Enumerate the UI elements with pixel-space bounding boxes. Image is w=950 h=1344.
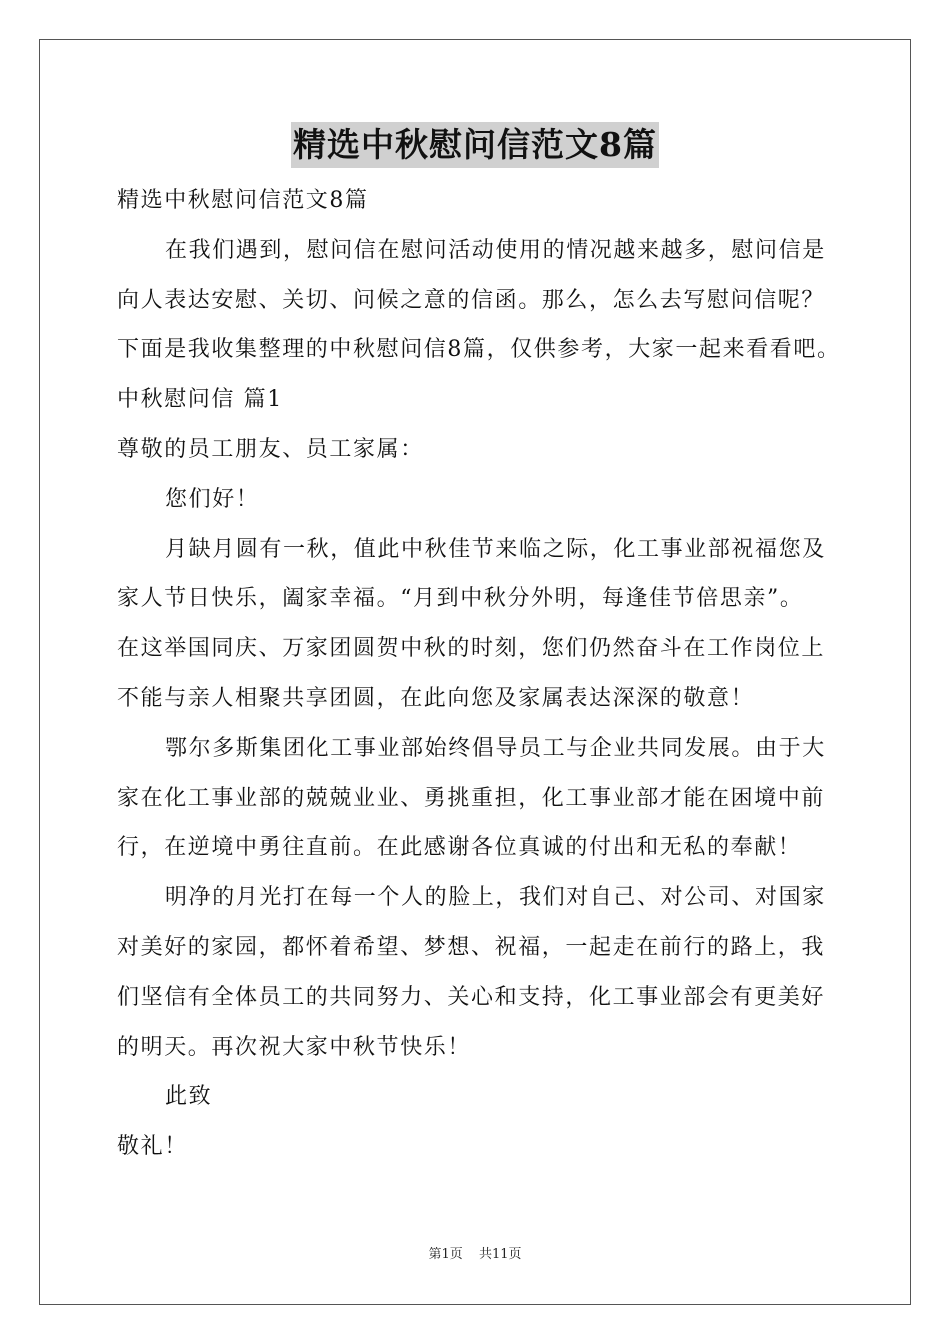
text-line: 们坚信有全体员工的共同努力、关心和支持，化工事业部会有更美好	[117, 984, 826, 1010]
page-number: 第1页	[428, 1247, 463, 1262]
text-line: 此致	[165, 1084, 213, 1110]
text-line: 尊敬的员工朋友、员工家属：	[117, 436, 424, 462]
text-line: 家在化工事业部的兢兢业业、勇挑重担，化工事业部才能在困境中前	[117, 785, 826, 811]
page-total: 共11页	[478, 1247, 522, 1262]
text-line: 家人节日快乐，阖家幸福。“月到中秋分外明，每逢佳节倍思亲”。	[117, 586, 804, 612]
text-line: 不能与亲人相聚共享团圆，在此向您及家属表达深深的敬意！	[117, 685, 755, 711]
text-line: 您们好！	[165, 486, 260, 512]
text-line: 行，在逆境中勇往直前。在此感谢各位真诚的付出和无私的奉献！	[117, 835, 802, 861]
text-line: 精选中秋慰问信范文8篇	[117, 188, 369, 213]
document-title	[0, 122, 950, 170]
text-line: 月缺月圆有一秋，值此中秋佳节来临之际，化工事业部祝福您及	[165, 536, 826, 562]
text-line: 在我们遇到，慰问信在慰问活动使用的情况越来越多，慰问信是	[165, 237, 826, 263]
page-footer	[0, 1245, 950, 1265]
text-line: 敬礼！	[117, 1134, 188, 1160]
text-line: 明净的月光打在每一个人的脸上，我们对自己、对公司、对国家	[165, 885, 826, 911]
text-line: 下面是我收集整理的中秋慰问信8篇，仅供参考，大家一起来看看吧。	[117, 337, 841, 363]
text-line: 在这举国同庆、万家团圆贺中秋的时刻，您们仍然奋斗在工作岗位上	[117, 636, 826, 662]
document-body	[117, 176, 841, 1172]
text-line: 向人表达安慰、关切、问候之意的信函。那么，怎么去写慰问信呢？	[117, 287, 826, 313]
text-line: 对美好的家园，都怀着希望、梦想、祝福，一起走在前行的路上，我	[117, 934, 826, 960]
text-line: 的明天。再次祝大家中秋节快乐！	[117, 1034, 472, 1060]
document-title-text: 精选中秋慰问信范文8篇	[291, 122, 659, 168]
text-line: 鄂尔多斯集团化工事业部始终倡导员工与企业共同发展。由于大	[165, 735, 826, 761]
text-line: 中秋慰问信 篇1	[117, 387, 283, 413]
